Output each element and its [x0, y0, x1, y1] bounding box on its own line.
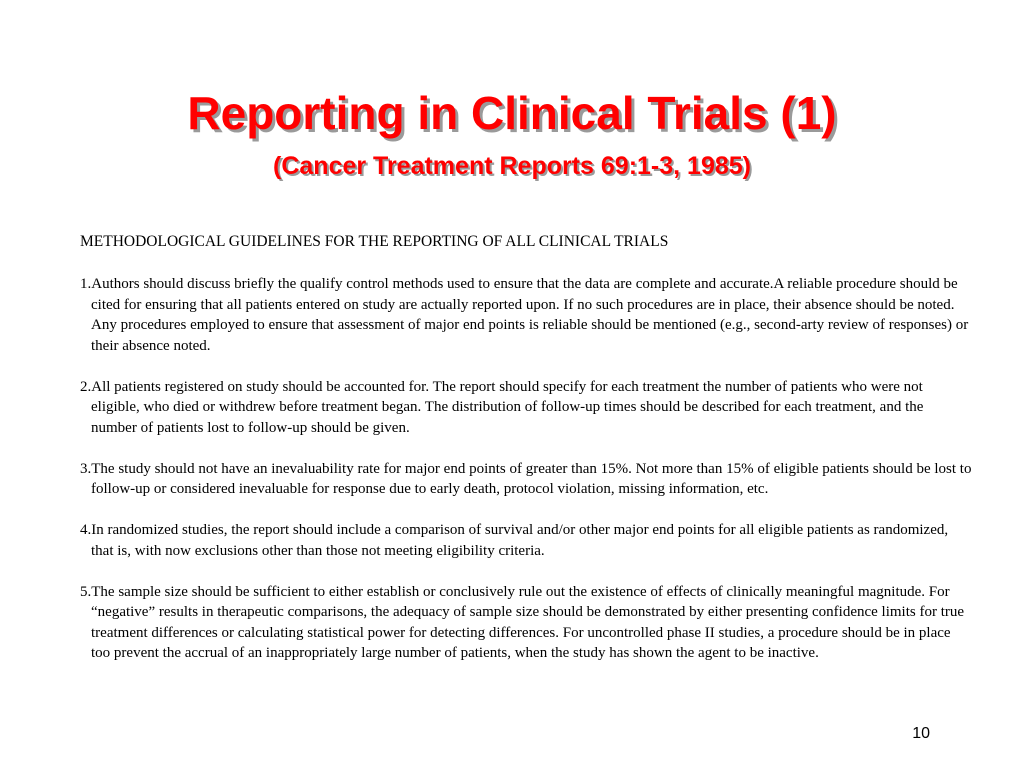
section-heading: METHODOLOGICAL GUIDELINES FOR THE REPORTING OF ALL CLINICAL TRIALS — [80, 233, 669, 250]
guideline-item-5: 5.The sample size should be sufficient to either establish or conclusively rule out the existence of effects of clinically meaningful magnitude. For “negative” results in therapeutic comparisons, the adequacy of sample size should be demonstrated by either presenting confidence limits for true treatment differences or calculating statistical power for detecting differences. For uncontrolled phase II studies, a procedure should be in place too prevent the accrual of an inappropriately large number of patients, when the study has shown the agent to be inactive. — [80, 583, 965, 661]
slide-subtitle: (Cancer Treatment Reports 69:1-3, 1985) — [273, 152, 751, 180]
slide-title: Reporting in Clinical Trials (1) — [187, 87, 837, 139]
guidelines-list — [80, 274, 972, 684]
guideline-item-1: 1.Authors should discuss briefly the qualify control methods used to ensure that the data are complete and accurate.A reliable procedure should be cited for ensuring that all patients entered on study are actually reported upon. If no such procedures are in place, their absence should be noted. Any procedures employed to ensure that assessment of major end points is reliable should be mentioned (e.g., second-arty review of responses) or their absence noted. — [80, 276, 969, 354]
guideline-item-3: 3.The study should not have an inevaluability rate for major end points of greater than 15%. Not more than 15% of eligible patients should be lost to follow-up or considered inevaluable for response due to early death, protocol violation, missing information, etc. — [80, 460, 972, 497]
guideline-item-2: 2.All patients registered on study should be accounted for. The report should specify for each treatment the number of patients who were not eligible, who died or withdrew before treatment began. The distribution of follow-up times should be described for each treatment, and the number of patients lost to follow-up should be given. — [80, 378, 924, 436]
guideline-item-4: 4.In randomized studies, the report should include a comparison of survival and/or other major end points for all eligible patients as randomized, that is, with now exclusions other than those not meeting eligibility criteria. — [80, 522, 949, 559]
page-number: 10 — [912, 725, 930, 742]
